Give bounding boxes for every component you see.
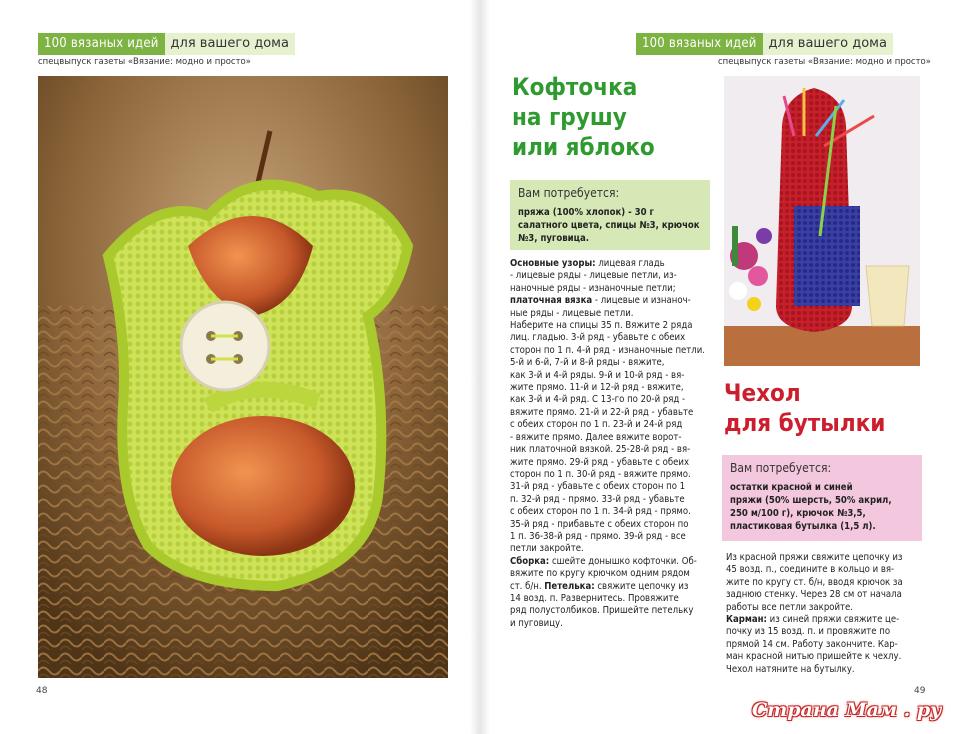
text-line [510,481,710,493]
line-text: 31-й ряд - убавьте с обеих сторон по 1 [510,481,686,493]
right-header [636,33,893,55]
line-text: жите по кругу ст. б/н, вводя крючок за [726,576,903,588]
materials-line: остатки красной и синей [730,482,853,493]
line-text: - вяжите прямо. Далее вяжите ворот- [510,431,682,443]
text-line [726,577,922,589]
text-line [510,345,710,357]
text-line [510,394,710,406]
title-line: Чехол [724,379,801,407]
line-text: сшейте донышко кофточки. Об- [549,555,697,567]
text-line [510,556,710,568]
text-line [510,605,710,617]
text-line [510,320,710,332]
text-line [510,494,710,506]
text-line [510,506,710,518]
materials-line: пряжа (100% хлопок) - 30 г [518,207,655,218]
pear-instructions [510,258,710,630]
line-text: ные ряды - лицевые петли. [510,307,634,319]
line-text: - лицевые и изнаноч- [592,295,691,307]
text-line [510,295,710,307]
text-line [510,357,710,369]
line-text: лиц. гладью. 3-й ряд - убавьте с обеих [510,332,686,344]
materials-line: №3, пуговица. [518,233,590,244]
line-text: с обеих сторон по 1 п. 34-й ряд - прямо. [510,506,691,518]
line-text: 14 возд. п. Развернитесь. Провяжите [510,592,679,604]
pear-photo [38,76,448,678]
left-page [0,0,470,734]
page-number-left: 48 [36,686,48,696]
materials-text [518,206,702,245]
line-text: 1 п. 36-38-й ряд - прямо. 39-й ряд - все [510,530,686,542]
line-text: 45 возд. п., соедините в кольцо и вя- [726,564,895,576]
line-text: как 3-й и 4-й ряд. С 13-го по 20-й ряд - [510,394,686,406]
right-page [490,0,960,734]
text-line [510,407,710,419]
line-text: работы все петли закройте. [726,601,853,613]
pear-materials-box [510,180,710,250]
bold-label: Основные узоры: [510,258,596,269]
line-text: сторон по 1 п. 30-й ряд - вяжите прямо. [510,468,691,480]
text-line [510,432,710,444]
text-line [726,602,922,614]
line-text: заднюю стенку. Через 28 см от начала [726,589,902,601]
text-line [510,618,710,630]
bottle-photo [724,76,920,366]
bottle-instructions [726,552,922,676]
header-series: 100 вязаных идей [38,33,165,55]
bold-label: Сборка: [510,555,550,567]
line-text: Наберите на спицы 35 п. Вяжите 2 ряда [510,320,693,332]
line-text: прямой 14 см. Работу закончите. Кар- [726,638,898,650]
line-text: жите прямо. 11-й и 12-й ряд - вяжите, [510,382,684,394]
line-text: свяжите цепочку из [594,580,689,592]
line-text: сторон по 1 п. 4-й ряд - изнаночные петли. [510,344,706,356]
text-line [726,626,922,638]
line-text: как 3-й и 4-й ряды. 9-й и 10-й ряд - вя- [510,369,685,381]
line-text: ман красной нитью пришейте к чехлу. [726,651,902,663]
title-line: или яблоко [512,133,655,161]
line-text: петли закройте. [510,543,584,555]
text-line [726,651,922,663]
line-text: п. 32-й ряд - прямо. 33-й ряд - убавьте [510,493,685,505]
title-line: для бутылки [724,409,886,437]
line-text: почку из 15 возд. п. и провяжите по [726,626,891,638]
text-line [510,469,710,481]
header-series-tail: для вашего дома [763,33,893,55]
header-series-tail: для вашего дома [165,33,295,55]
text-line [510,258,710,270]
site-watermark: Страна Мам . ру [752,699,942,721]
text-line [726,614,922,626]
line-text: Из красной пряжи свяжите цепочку из [726,552,903,563]
text-line [510,568,710,580]
line-text: ст. б/н. [510,580,545,592]
line-text: из синей пряжи свяжите це- [766,614,900,626]
materials-line: пряжи (50% шерсть, 50% акрил, [730,495,892,506]
line-text: лицевая гладь [595,258,665,269]
bottle-materials-box [722,455,922,541]
line-text: 35-й ряд - прибавьте с обеих сторон по [510,518,689,530]
text-line [510,382,710,394]
line-text: 5-й и 6-й, 7-й и 8-й ряды - вяжите, [510,357,665,369]
line-text: ряд полустолбиков. Пришейте петельку [510,605,694,617]
line-text: ник платочной вязкой. 25-28-й ряд - вя- [510,444,691,456]
book-gutter [470,0,490,734]
materials-text [730,481,914,533]
text-line [510,270,710,282]
text-line [510,543,710,555]
text-line [726,552,922,564]
left-subtitle: спецвыпуск газеты «Вязание: модно и просто» [38,57,251,67]
text-line [510,444,710,456]
line-text: вяжите по кругу крючком одним рядом [510,568,690,580]
materials-line: пластиковая бутылка (1,5 л). [730,521,876,532]
bottle-cover-title [724,378,885,438]
right-subtitle: спецвыпуск газеты «Вязание: модно и просто» [718,57,931,67]
text-line [510,283,710,295]
text-line [726,564,922,576]
text-line [726,639,922,651]
bold-label: платочная вязка [510,295,593,307]
line-text: - лицевые ряды - лицевые петли, из- [510,270,677,282]
text-line [510,370,710,382]
left-header [38,33,295,55]
text-line [510,519,710,531]
materials-heading: Вам потребуется: [518,186,620,200]
pear-cover-title [512,72,655,162]
materials-heading: Вам потребуется: [730,461,832,475]
text-line [510,419,710,431]
line-text: жите прямо. 29-й ряд - убавьте с обеих [510,456,690,468]
header-series: 100 вязаных идей [636,33,763,55]
text-line [510,531,710,543]
line-text: и пуговицу. [510,617,563,629]
materials-line: 250 м/100 г), крючок №3,5, [730,508,866,519]
line-text: Чехол натяните на бутылку. [726,663,855,675]
title-line: на грушу [512,103,627,131]
text-line [726,664,922,676]
line-text: наночные ряды - изнаночные петли; [510,282,676,294]
text-line [726,589,922,601]
title-line: Кофточка [512,73,638,101]
text-line [510,308,710,320]
bold-label: Петелька: [544,580,595,592]
bold-label: Карман: [726,614,767,626]
line-text: с обеих сторон по 1 п. 23-й и 24-й ряд [510,419,683,431]
text-line [510,457,710,469]
text-line [510,332,710,344]
text-line [510,581,710,593]
page-number-right: 49 [914,686,926,696]
materials-line: салатного цвета, спицы №3, крючок [518,220,700,231]
line-text: вяжите прямо. 21-й и 22-й ряд - убавьте [510,406,694,418]
text-line [510,593,710,605]
